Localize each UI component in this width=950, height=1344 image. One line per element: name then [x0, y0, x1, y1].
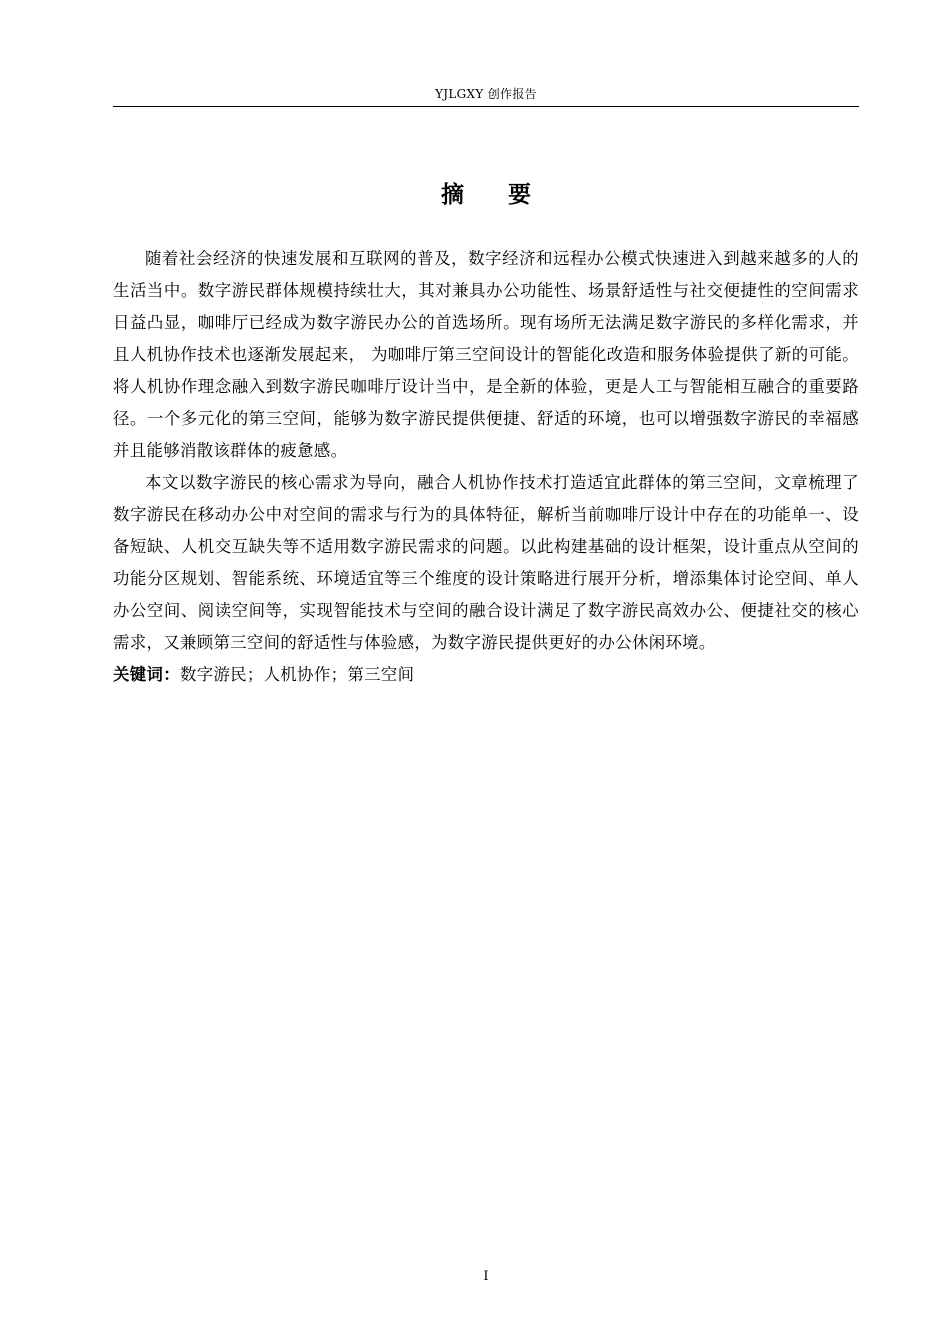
abstract-title: 摘要: [441, 181, 575, 208]
abstract-body: [113, 243, 859, 691]
page-number: I: [483, 1269, 489, 1284]
running-header: YJLGXY 创作报告: [435, 87, 537, 101]
abstract-paragraph-2: 本文以数字游民的核心需求为导向，融合人机协作技术打造适宜此群体的第三空间，文章梳理了数字游民在移动办公中对空间的需求与行为的具体特征，解析当前咖啡厅设计中存在的功能单一、设备短缺、人机交互缺失等不适用数字游民需求的问题。以此构建基础的设计框架，设计重点从空间的功能分区规划、智能系统、环境适宜等三个维度的设计策略进行展开分析，增添集体讨论空间、单人办公空间、阅读空间等，实现智能技术与空间的融合设计满足了数字游民高效办公、便捷社交的核心需求，又兼顾第三空间的舒适性与体验感，为数字游民提供更好的办公休闲环境。: [113, 473, 859, 652]
header-divider: [113, 106, 859, 107]
keywords-line: [113, 659, 859, 691]
keywords-value: 数字游民；人机协作；第三空间: [179, 665, 415, 684]
abstract-paragraph-1: 随着社会经济的快速发展和互联网的普及，数字经济和远程办公模式快速进入到越来越多的人的生活当中。数字游民群体规模持续壮大，其对兼具办公功能性、场景舒适性与社交便捷性的空间需求日益凸显，咖啡厅已经成为数字游民办公的首选场所。现有场所无法满足数字游民的多样化需求，并且人机协作技术也逐渐发展起来， 为咖啡厅第三空间设计的智能化改造和服务体验提供了新的可能。将人机协作理念融入到数字游民咖啡厅设计当中，是全新的体验，更是人工与智能相互融合的重要路径。一个多元化的第三空间，能够为数字游民提供便捷、舒适的环境，也可以增强数字游民的幸福感并且能够消散该群体的疲惫感。: [113, 249, 859, 460]
keywords-label: 关键词：: [113, 665, 180, 684]
